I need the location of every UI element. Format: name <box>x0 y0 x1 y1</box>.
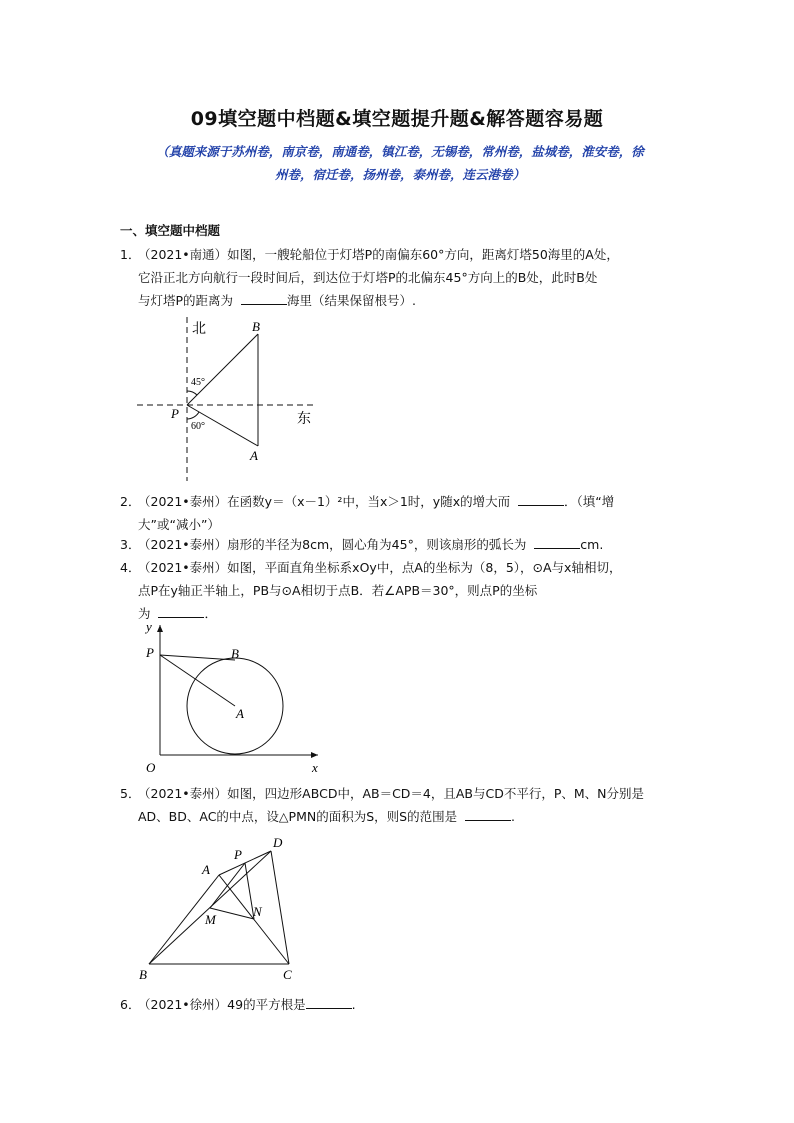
question-text: ．（填“增 <box>564 494 615 509</box>
answer-blank[interactable] <box>306 994 352 1009</box>
point-B: B <box>139 967 147 982</box>
question-5 <box>120 782 680 828</box>
east-label: 东 <box>297 412 311 427</box>
x-axis-label: x <box>312 760 318 775</box>
segment-PB <box>187 334 258 405</box>
point-D: D <box>273 835 283 850</box>
question-number: 2． <box>120 494 141 509</box>
question-text-line-3 <box>120 289 680 312</box>
angle-arc-45 <box>187 391 197 395</box>
question-text-line: （2021•南通）如图，一艘轮船位于灯塔P的南偏东60°方向，距离灯塔50海里的A处， <box>138 247 619 262</box>
angle-label-60: 60° <box>191 421 205 432</box>
angle-label-45: 45° <box>191 377 205 388</box>
segment-MN <box>210 908 254 919</box>
diagonal-AC <box>219 875 289 964</box>
question-number: 1． <box>120 247 141 262</box>
side-CD <box>271 851 289 964</box>
tangent-PB <box>160 655 235 660</box>
point-B: B <box>231 646 239 661</box>
point-C: C <box>283 967 292 982</box>
point-A: A <box>202 862 210 877</box>
document-title: 09填空题中档题&填空题提升题&解答题容易题 <box>190 108 604 130</box>
question-text: AD、BD、AC的中点，设△PMN的面积为S，则S的范围是 <box>138 809 458 824</box>
question-text: ． <box>204 606 217 621</box>
question-text: . <box>511 809 516 824</box>
answer-blank[interactable] <box>465 806 511 821</box>
question-text: . <box>351 997 356 1012</box>
figure-5-quadrilateral <box>135 830 305 985</box>
source-note-line-1: （真题来源于苏州卷，南京卷，南通卷，镇江卷，无锡卷，常州卷，盐城卷，淮安卷，徐 <box>156 144 644 159</box>
point-P: P <box>171 406 179 421</box>
question-3 <box>120 533 680 556</box>
figure-4-coordinate-circle <box>140 615 330 780</box>
question-text-line-2 <box>120 805 680 828</box>
question-text: 与灯塔P的距离为 <box>138 293 234 308</box>
question-1 <box>120 243 680 312</box>
point-N: N <box>253 904 262 919</box>
question-text: 为 <box>138 606 151 621</box>
question-number: 3． <box>120 537 141 552</box>
question-number: 6． <box>120 997 141 1012</box>
question-text-line: 大”或“减小”） <box>138 517 220 532</box>
source-note <box>120 140 680 186</box>
question-text: 海里（结果保留根号）. <box>287 293 416 308</box>
question-text-line: 点P在y轴正半轴上，PB与⊙A相切于点B．若∠APB＝30°，则点P的坐标 <box>138 583 538 598</box>
figure-1-lighthouse <box>135 315 325 485</box>
point-A: A <box>236 706 244 721</box>
point-M: M <box>205 912 216 927</box>
origin-label: O <box>146 760 156 775</box>
question-number: 4． <box>120 560 141 575</box>
question-text: （2021•泰州）如图，四边形ABCD中，AB＝CD＝4，且AB与CD不平行，P、M、N分别是 <box>138 786 645 801</box>
y-axis-label: y <box>146 619 152 634</box>
answer-blank[interactable] <box>518 491 564 506</box>
question-text-line: 它沿正北方向航行一段时间后，到达位于灯塔P的北偏东45°方向上的B处，此时B处 <box>138 270 598 285</box>
answer-blank[interactable] <box>534 534 580 549</box>
north-label: 北 <box>192 322 206 337</box>
point-P: P <box>146 645 154 660</box>
x-axis-arrow <box>311 752 318 758</box>
point-B: B <box>252 319 260 334</box>
section-heading: 一、填空题中档题 <box>120 223 221 238</box>
question-text: （2021•泰州）扇形的半径为8cm，圆心角为45°，则该扇形的弧长为 <box>138 537 527 552</box>
question-2 <box>120 490 680 536</box>
question-number: 5． <box>120 786 141 801</box>
question-text: （2021•泰州）如图，平面直角坐标系xOy中，点A的坐标为（8，5），⊙A与x轴相切， <box>138 560 622 575</box>
segment-PA <box>160 655 235 706</box>
question-text: cm. <box>580 537 604 552</box>
question-text: （2021•泰州）在函数y＝（x－1）²中，当x＞1时，y随x的增大而 <box>138 494 511 509</box>
answer-blank[interactable] <box>241 290 287 305</box>
question-6 <box>120 993 680 1016</box>
question-text: （2021•徐州）49的平方根是 <box>138 997 306 1012</box>
angle-arc-60 <box>187 412 199 419</box>
point-A: A <box>250 448 258 463</box>
y-axis-arrow <box>157 625 163 632</box>
point-P: P <box>234 847 242 862</box>
source-note-line-2: 州卷，宿迁卷，扬州卷，泰州卷，连云港卷） <box>274 167 525 182</box>
